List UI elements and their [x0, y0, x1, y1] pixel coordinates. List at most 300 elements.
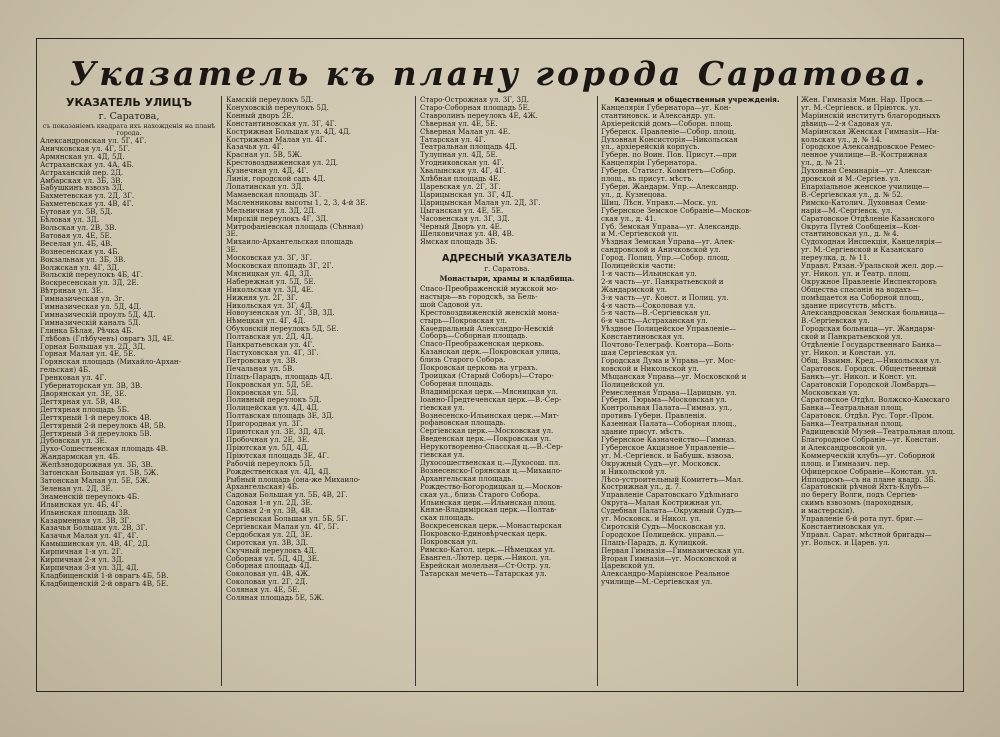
index-entry: Благородное Собраніе—уг. Констан.: [801, 435, 939, 444]
index-entry: Маріинскій институтъ благородныхъ: [801, 111, 941, 120]
index-entry: Окружный Судъ—уг. Московск.: [601, 459, 721, 468]
index-entry: Дегтярный 1-й переулокъ 4В.: [40, 413, 152, 422]
index-entry: Масленниковы высоты 1, 2, 3, 4-й 3Е.: [226, 198, 368, 207]
index-entry: Сиротскій Судъ—Московская ул.: [601, 522, 726, 531]
index-entry: Вознесенская ул. 4Б.: [40, 247, 120, 256]
index-entry: Камышинская ул. 4В, 4Г, 2Д.: [40, 540, 150, 549]
index-entry: Бахметевская ул. 4В, 4Г.: [40, 200, 134, 209]
index-entry: Гимназическая ул. 5Д, 4Д.: [40, 303, 142, 311]
streets-index-column-2: [226, 96, 410, 686]
index-entry: Сѣверная Малая ул. 4Е.: [420, 127, 511, 136]
index-entry: Ставролинъ переулокъ 4Е, 4Ж.: [420, 111, 538, 120]
index-entry: Черный Дворъ ул. 4Е.: [420, 222, 503, 231]
index-entry: Спасо-Преображенскій мужской мо-: [420, 285, 559, 293]
index-entry: Старо-Острожная ул. 3Г, 3Д.: [420, 96, 529, 104]
institutions-column: [601, 96, 793, 686]
index-entry: Полицейскія части:: [601, 262, 676, 270]
index-entry: Округа—Малая Кострижная ул.: [601, 499, 723, 508]
index-entry: Московская ул.: [801, 388, 860, 397]
index-entry: Окружное Правленіе Инспекторовъ: [801, 277, 937, 286]
index-entry: и Александровской ул.: [801, 443, 888, 452]
index-entry: Ямская площадь 3Б.: [420, 238, 498, 247]
index-entry: Волжская ул. 4Г, 3Д.: [40, 263, 120, 272]
index-entry: Духовная Семинарія—уг. Алексан-: [801, 167, 933, 176]
index-entry: Судоходная Инспекція, Канцелярія—: [801, 238, 943, 247]
index-entry: Шелковичная ул. 4В, 4В.: [420, 230, 515, 239]
index-entry: Жандармская ул. 4Б.: [40, 453, 121, 462]
streets-subheading: г. Саратова,: [98, 111, 160, 122]
index-entry: Каѳедральный Александро-Невскій: [420, 324, 554, 333]
index-entry: Контрольная Палата—Гимназ. ул.,: [601, 404, 733, 413]
index-entry: Пріютская площадь 3Е, 4Г.: [226, 451, 329, 460]
institutions-list: [801, 96, 961, 547]
index-entry: Дегтярная ул. 5В, 4В.: [40, 397, 122, 406]
index-entry: Отдѣленіе Государственнаго Банка—: [801, 341, 942, 349]
index-entry: Садовая Большая ул. 5Б, 4В, 2Г.: [226, 491, 348, 500]
index-entry: Цыганская ул. 4Е, 5Е.: [420, 206, 504, 215]
index-entry: Нѣмецкая ул. 4Г, 4Д.: [226, 317, 306, 326]
index-entry: Офицерское Собраніе—Констан. ул.: [801, 467, 938, 476]
index-entry: Губерн. Жандарм. Упр.—Александр.: [601, 182, 739, 191]
index-entry: Губернское Казначейство—Гимназ.: [601, 435, 737, 444]
index-entry: Печальная ул. 5В.: [226, 364, 295, 373]
index-entry: Жен. Гимназія Мин. Нар. Просв.—: [801, 96, 933, 104]
index-entry: и М.-Сергіевской ул.: [601, 230, 679, 239]
index-entry: училище—М.-Сергіевская ул.: [601, 578, 713, 587]
index-entry: Московская ул. 3Г, 3Г.: [226, 254, 312, 263]
index-entry: уг. М.-Сергіевск. и Бабушк. взвоза.: [601, 451, 734, 460]
index-entry: Управл. Рязан.-Уральской жел. дор.—: [801, 262, 944, 270]
index-entry: Казанская церк.—Покровская улица,: [420, 348, 561, 357]
index-entry: Поливный переулокъ 5Д.: [226, 396, 322, 405]
index-entry: Банка—Театральная площ.: [801, 420, 904, 429]
index-entry: Уѣздное Полицейское Управленіе—: [601, 325, 737, 334]
index-entry: настырь—въ городскѣ, за Бель-: [420, 292, 538, 301]
index-entry: площ., въ присут. мѣстъ.: [601, 175, 694, 183]
streets-list: [40, 137, 218, 588]
index-entry: Мамаевская площадь 3Г.: [226, 190, 322, 199]
index-entry: ская ул., д. 41.: [601, 214, 656, 223]
index-entry: ская ул., близь Старого Собора.: [420, 490, 541, 499]
index-entry: Саратовск. Отдѣл. Рус. Торг.-Пром.: [801, 412, 935, 421]
index-entry: Плацъ-Парадъ, площадь 4Д.: [226, 372, 333, 381]
index-entry: Еврейская молельня—Ст-Остр. ул.: [420, 561, 551, 570]
index-entry: 3Е.: [226, 246, 238, 255]
index-entry: Городское Александровское Ремес-: [801, 143, 936, 152]
index-entry: Саратовскій Городской Ломбардъ—: [801, 380, 936, 389]
index-entry: Астраханскій пер. 2Д.: [40, 168, 124, 177]
index-entry: Саратовск. Городск. Общественный: [801, 364, 937, 373]
index-entry: гіевская ул.: [420, 403, 465, 412]
index-entry: стантиновская ул., д. № 4.: [801, 230, 899, 239]
index-entry: Константиновская ул.: [601, 333, 685, 342]
streets-note: съ показаніемъ квадрата ихъ нахожденія на планѣ города.: [42, 122, 216, 137]
index-entry: Соборная ул. 5Д, 4Д, 3Е.: [226, 554, 320, 563]
index-entry: ская площадь.: [420, 514, 475, 523]
index-entry: Кострижная ул., д. 7.: [601, 483, 682, 492]
index-entry: Камскій переулокъ 5Д.: [226, 96, 314, 104]
index-entry: Банка—Театральная площ.: [801, 404, 904, 413]
index-entry: Спасо-Преображенская церковь.: [420, 340, 545, 349]
index-entry: Плацъ-Парадъ, д. Кулицкой.: [601, 538, 708, 547]
index-entry: Рыбный площадь (она-же Михаило-: [226, 475, 361, 484]
address-heading: АДРЕСНЫЙ УКАЗАТЕЛЬ: [442, 253, 572, 265]
index-entry: Старо-Соборная площадь 5Е.: [420, 103, 531, 112]
index-entry: Ватовая ул. 4Е, 5Е.: [40, 231, 112, 240]
index-entry: уг. Вольск. и Царев. ул.: [801, 538, 890, 547]
institutions-heading: Казенныя и общественныя учрежденія.: [614, 96, 780, 104]
index-entry: ской и Панкратьевской ул.: [801, 333, 903, 342]
index-entry: Театральная площадь 4Д.: [420, 143, 518, 152]
index-entry: Ильинская ул. 4Б, 4Г.: [40, 500, 123, 509]
index-entry: Казачья Большая ул. 2В, 3Г.: [40, 524, 148, 533]
institutions-list: [601, 104, 793, 586]
churches-list: [420, 285, 594, 578]
index-entry: по берегу Волги, подъ Сергіев-: [801, 491, 918, 500]
index-entry: ковской и Никольской ул.: [601, 364, 699, 373]
index-entry: Вознесенско-Горянская ц.—Михаило-: [420, 466, 563, 475]
index-entry: Сѣверная ул. 4Е, 5Е.: [420, 119, 498, 128]
index-entry: Архангельская) 4Б.: [226, 483, 300, 492]
index-entry: Вѣтряная ул. 3Е.: [40, 287, 104, 296]
index-entry: Город. Полиц. Упр.—Собор. площ.: [601, 254, 730, 263]
index-entry: Сиротская ул. 3В, 3Д.: [226, 538, 309, 547]
index-entry: Кострижная Малая ул. 4Г.: [226, 135, 327, 144]
index-entry: Казачья Малая ул. 4Г, 4Г.: [40, 532, 139, 541]
index-entry: Бѣловая ул. 3Д.: [40, 216, 99, 224]
index-entry: 3Е.: [226, 230, 238, 239]
index-entry: Дубовская ул. 3Е.: [40, 437, 107, 446]
index-entry: Канцеляріи Губернатора.: [601, 159, 698, 168]
index-entry: уг. Никол. и Констан. ул.: [801, 349, 896, 357]
index-entry: Ипподромъ—съ на плане квадр. 3Б.: [801, 475, 936, 484]
index-entry: Казачья ул. 4Г.: [226, 143, 284, 152]
index-entry: Управленіе Саратовскаго Удѣльнаго: [601, 491, 739, 500]
index-entry: Римско-Католич. Духовная Семи-: [801, 198, 928, 207]
index-entry: ул., архіерейскій корпусъ.: [601, 143, 700, 152]
index-entry: Гренковая ул. 4Г.: [40, 374, 107, 383]
index-entry: Кузнечная ул. 4Д, 4Г.: [226, 167, 309, 176]
index-entry: Крестовоздвиженская ул. 2Д.: [226, 159, 339, 168]
index-entry: Затонская Большая ул. 5В, 5Ж.: [40, 469, 159, 477]
index-entry: Рождество-Богородицкая ц.—Москов-: [420, 482, 563, 491]
column-divider: [797, 96, 798, 686]
index-entry: Вокзальная ул. 3Б, 3В.: [40, 255, 126, 264]
index-entry: Лѣсо-устроительный Комитетъ—Мал.: [601, 475, 744, 484]
index-entry: нарія—М.-Сергіевск. ул.: [801, 206, 893, 215]
streets-list: [420, 96, 594, 246]
index-entry: Управл. Сарат. мѣстной бригады—: [801, 530, 932, 539]
index-entry: Глѣбовъ (Глѣбучевъ) оврагъ 3Д, 4Е.: [40, 334, 175, 343]
index-entry: Садовая 1-я ул. 2Д, 3Е.: [226, 499, 313, 508]
index-entry: дровской и М.-Сергіев. ул.: [801, 175, 901, 183]
index-entry: Губернское Земское Собраніе—Москов-: [601, 206, 752, 215]
index-entry: противъ Губерн. Правленія.: [601, 412, 707, 421]
index-entry: гіевская ул.: [420, 451, 465, 459]
index-entry: здание присутств. мѣстъ.: [801, 301, 897, 310]
index-entry: стырь—Покровская ул.: [420, 316, 508, 325]
index-entry: Михаило-Архангельская площадь: [226, 238, 354, 247]
index-entry: Округа Путей Сообщенія—Кон-: [801, 222, 921, 231]
index-entry: Губерн. Тюрьма—Московская ул.: [601, 396, 727, 405]
streets-index-column-1: [40, 96, 218, 686]
index-entry: Московская площадь 3Г, 2Г.: [226, 262, 334, 270]
index-entry: Обуховскій переулокъ 5Д, 5Е.: [226, 325, 339, 334]
index-entry: Архіерейскій домъ—Соборн. площ.: [601, 119, 733, 128]
index-entry: Соколовая ул. 4В, 4Ж.: [226, 570, 311, 579]
index-entry: Воскресенская церк.—Монастырская: [420, 522, 562, 531]
index-entry: Епархіальное женское училище—: [801, 182, 930, 191]
index-entry: Знаменскій переулокъ 4Б.: [40, 492, 140, 501]
index-entry: Дегтярный 3-й переулокъ 5В.: [40, 429, 152, 438]
index-entry: ленное училище—В.-Кострижная: [801, 151, 928, 160]
index-entry: шой Садовой ул.: [420, 300, 483, 309]
index-entry: Скучный переулокъ 4Д.: [226, 546, 317, 555]
index-entry: Никольская ул. 3Д, 4Е.: [226, 285, 314, 294]
index-entry: Коммерческій клубъ—уг. Соборной: [801, 451, 935, 460]
index-entry: Гимназическая ул. 3г.: [40, 295, 125, 304]
index-entry: Соборная площадь.: [420, 379, 494, 388]
index-entry: Гимназическій каналъ 5Д.: [40, 318, 141, 327]
index-entry: Кирпичная 2-я ул. 3Д.: [40, 556, 124, 564]
index-entry: Жандармской ул.: [601, 285, 668, 294]
index-entry: Рабочій переулокъ 5Д.: [226, 459, 312, 468]
index-entry: Полицейская ул. 4Д, 4Д.: [226, 404, 320, 413]
index-entry: Мирскій переулокъ 4Г, 3Д.: [226, 214, 329, 223]
index-entry: Кирпичная 3-я ул. 3Д, 4Д.: [40, 563, 139, 572]
index-entry: 4-я часть—Соколовая ул.: [601, 301, 696, 310]
index-entry: сандровской и Аничковской ул.: [601, 246, 721, 255]
index-entry: Городская больница—уг. Жандарм-: [801, 325, 936, 334]
index-entry: Вольскій переулокъ 4Б, 4Г.: [40, 271, 144, 280]
index-entry: Татарская мечеть—Татарская ул.: [420, 569, 547, 578]
index-entry: Кладбищенскій 2-й оврагъ 4В, 5Е.: [40, 579, 169, 588]
index-entry: Мясницкая ул. 4Д, 3Д.: [226, 269, 312, 278]
index-entry: Первая Гимназія—Гимназическая ул.: [601, 546, 745, 555]
index-entry: 3-я часть—уг. Конст. и Полиц. ул.: [601, 293, 729, 302]
index-entry: Дегтярная площадь 5Б.: [40, 405, 130, 414]
index-entry: Хвалынская ул. 4Г, 4Г.: [420, 167, 506, 176]
index-entry: Соборная площадь 4Д.: [226, 562, 312, 571]
index-entry: Полтавская площадь 3Е, 3Д.: [226, 412, 335, 421]
address-subheading: г. Саратова.: [484, 265, 530, 274]
index-entry: Евангел.-Лютер. церк.—Никол. ул.: [420, 553, 552, 562]
index-entry: Соляная площадь 5Е, 5Ж.: [226, 594, 325, 602]
index-entry: Аничковская ул. 4Г, 5Г.: [40, 144, 130, 153]
index-entry: Казарменная ул. 3В, 3Г.: [40, 516, 132, 525]
index-entry: Сергіевская церк.—Московская ул.: [420, 427, 554, 436]
index-entry: кольская ул., д. № 14.: [801, 135, 883, 144]
index-entry: Іоанно-Предтеченская церк.—В.-Сер-: [420, 395, 562, 404]
index-entry: Новоузенская ул. 3Г, 3В, 3Д.: [226, 309, 335, 318]
index-entry: Духо-Сошественская площадь 4В.: [40, 445, 169, 454]
column-divider: [597, 96, 598, 686]
page-title: Указатель къ плану города Саратова.: [69, 54, 929, 93]
index-entry: Бабушкинъ взвозъ 3Д.: [40, 184, 125, 193]
index-entry: Мѣщанская Управа—уг. Московской и: [601, 372, 747, 381]
index-entry: Уѣздная Земская Управа—уг. Алек-: [601, 238, 736, 247]
index-entry: Архангельская площадь.: [420, 474, 514, 483]
index-entry: шая Сергіевская ул.: [601, 349, 678, 357]
index-entry: Шиц. Лѣсн. Управл.—Моск. ул.: [601, 198, 719, 207]
index-entry: Судебная Палата—Окружный Судъ—: [601, 507, 742, 516]
index-entry: Амбарская ул. 3Б, 3В.: [40, 176, 123, 185]
index-entry: Общества спасанія на водахъ—: [801, 285, 919, 294]
index-entry: Управленіе 6-й рота пут. бриг.—: [801, 515, 923, 523]
index-entry: Покровская ул. 5Д.: [226, 388, 299, 397]
index-entry: близь Старого Собора.: [420, 356, 506, 365]
index-entry: Полицейской ул.: [601, 380, 665, 389]
index-entry: Губ. Земская Управа—уг. Александр.: [601, 222, 742, 231]
index-entry: Рождественская ул. 4Д, 4Д.: [226, 467, 331, 476]
index-entry: В.-Сергіевская ул.: [801, 317, 870, 326]
index-entry: Бутовая ул. 5В, 5Д.: [40, 208, 113, 217]
index-entry: гельская) 4Б.: [40, 366, 91, 375]
index-entry: Петровская ул. 3В.: [226, 356, 298, 365]
index-entry: Пригородная ул. 3Г.: [226, 420, 303, 429]
index-entry: Пастуховская ул. 4Г, 3Г.: [226, 349, 319, 357]
index-entry: дѣвицъ—2-я Садовая ул.: [801, 119, 893, 128]
index-entry: Желѣзнодорожная ул. 3Б, 3В.: [40, 461, 153, 470]
index-entry: В.-Сергіевская ул., д. № 52.: [801, 190, 904, 199]
index-entry: Губернск. Правленіе—Собор. площ.: [601, 127, 737, 136]
index-entry: Саратовское Отдѣл. Волжско-Камскаго: [801, 396, 950, 405]
index-entry: ул., д. № 21.: [801, 159, 846, 168]
index-entry: Митрофаніевская площадь (Сѣнная): [226, 222, 364, 231]
index-entry: Соколовая ул. 2Г, 2Д.: [226, 578, 308, 587]
index-entry: Бахметевская ул. 2Д, 3Г.: [40, 192, 135, 201]
index-entry: Конный дворъ 2Е.: [226, 111, 294, 120]
index-entry: Приютская ул. 3Е, 3Д, 4Д.: [226, 428, 326, 436]
index-entry: Никольская ул. 3Г, 4Д.: [226, 301, 313, 310]
index-entry: Сергіевская Малая ул. 4Г, 5Г.: [226, 522, 340, 531]
index-entry: 2-я часть—уг. Панкратьевской и: [601, 277, 724, 286]
index-entry: Глинка Бѣлая, Рѣчка 4Б.: [40, 326, 134, 335]
index-entry: Городское Полицейск. управл.—: [601, 530, 724, 539]
index-entry: Кладбищенскій 1-й оврагъ 4Б, 5В.: [40, 571, 169, 580]
index-entry: Татарская ул. 4Г.: [420, 135, 486, 144]
index-entry: Константиновская ул.: [801, 522, 885, 531]
index-entry: Введенская церк.—Покровская ул.: [420, 435, 552, 444]
index-entry: Соборъ—Соборная площадь.: [420, 332, 528, 341]
index-entry: Владимірская церк.—Мясницкая ул.: [420, 387, 558, 396]
index-entry: 6-я часть—Астраханская ул.: [601, 317, 708, 326]
index-entry: 5-я часть—В.-Сергіевская ул.: [601, 309, 711, 318]
index-entry: Соляная ул. 4Е, 5Е.: [226, 586, 300, 595]
index-entry: скимъ взвозомъ (пароходныя,: [801, 499, 914, 508]
index-entry: Веселая ул. 4Б, 4В.: [40, 239, 113, 248]
index-entry: Троицкая (Старый Соборъ)—Старо-: [420, 372, 554, 380]
index-entry: Казенная Палата—Соборная площ.,: [601, 420, 737, 429]
index-entry: Горянская площадь (Михайло-Архан-: [40, 358, 182, 367]
index-entry: Римско-Катол. церк.—Нѣмецкая ул.: [420, 545, 556, 554]
index-entry: Ильинская площадь 3В.: [40, 508, 131, 517]
index-entry: уг. М.-Сергіевск. и Пріютск. ул.: [801, 103, 921, 112]
index-entry: Александровская ул. 5Г, 4Г.: [40, 137, 147, 145]
index-entry: Банкъ—уг. Никол. и Конст. ул.: [801, 372, 918, 381]
index-entry: Князе-Владимірская церк.—Полтав-: [420, 506, 557, 515]
index-entry: здание присут. мѣстъ.: [601, 428, 685, 436]
index-entry: Садовая 2-я ул. 3В, 4В.: [226, 507, 313, 516]
index-entry: площ. и Гимназич. пер.: [801, 459, 891, 468]
index-entry: Радищевскій Музей—Театральная площ.: [801, 428, 956, 436]
index-entry: Вознесенско-Ильинская церк.—Мит-: [420, 411, 560, 420]
index-entry: Царевской ул.: [601, 562, 655, 571]
index-entry: Армянская ул. 4Д, 5Д.: [40, 152, 125, 161]
index-entry: Саратовскій рѣчной Яхтъ-Клубъ—: [801, 483, 930, 492]
index-entry: Часовенская ул. 3Г, 3Д.: [420, 214, 510, 223]
index-entry: Канцелярія Губернатора—уг. Кон-: [601, 103, 731, 112]
index-entry: Лопатинская ул. 3Д.: [226, 182, 304, 191]
streets-list: [226, 96, 410, 602]
index-entry: Духосошественская ц.—Духосош. пл.: [420, 458, 561, 467]
index-entry: Духовная Консисторія—Никольская: [601, 135, 738, 144]
index-entry: Покровская ул.: [420, 538, 478, 546]
index-entry: Горная Большая ул. 2Д, 3Д.: [40, 342, 146, 351]
index-entry: Губернское Акцизное Управленіе—: [601, 443, 735, 452]
index-entry: Дегтярный 2-й переулокъ 4В, 5В.: [40, 421, 166, 430]
index-entry: Панкратьевская ул. 4Г.: [226, 341, 315, 349]
index-entry: Набережная ул. 5Д, 5Е.: [226, 277, 316, 286]
index-entry: рофановская площадь.: [420, 419, 506, 428]
index-entry: Саратовское Отдѣленіе Казанского: [801, 214, 935, 223]
index-entry: Вольская ул. 2В, 3В.: [40, 223, 117, 232]
index-entry: Линія, городской садъ 4Д.: [226, 175, 326, 183]
index-entry: Крестовоздвиженскій женскій мона-: [420, 308, 559, 317]
index-entry: Пробочная ул. 2Е, 3Е.: [226, 435, 310, 444]
index-entry: Константиновская ул. 3Г, 4Г.: [226, 119, 337, 128]
index-entry: Покровско-Единовѣрческая церк.: [420, 530, 548, 539]
index-entry: Дворянская ул. 3Е, 3Е.: [40, 390, 127, 398]
index-entry: переулка, д. № 11.: [801, 254, 870, 263]
index-entry: Гимназическій проулъ 5Д, 4Д.: [40, 310, 156, 319]
index-entry: помѣщается на Соборной площ.,: [801, 293, 925, 302]
index-entry: Угодниковская ул. 4Г.: [420, 159, 504, 168]
index-entry: Ремесленная Управа—Царицын. ул.: [601, 388, 737, 397]
index-entry: Почтово-Телеграф. Контора—Боль-: [601, 341, 734, 349]
index-entry: Царевская ул. 2Г, 3Г.: [420, 182, 501, 191]
index-entry: Царицынская Малая ул. 2Д, 3Г.: [420, 198, 541, 207]
index-entry: Губернаторская ул. 3В, 3В.: [40, 382, 143, 390]
index-entry: Покровская церковь на уграхъ.: [420, 364, 538, 372]
index-entry: Сердобская ул. 2Д, 3Е.: [226, 530, 313, 539]
index-entry: стантиновск. и Александр. ул.: [601, 111, 716, 120]
index-entry: уг. М.-Сергіевской и Казанскаго: [801, 246, 924, 255]
index-entry: Зеленая ул. 2Д, 3Е.: [40, 484, 113, 493]
index-entry: Губерн. по Воин. Пов. Присут.—при: [601, 151, 737, 160]
index-entry: Горная Малая ул. 4Е, 5Е.: [40, 350, 136, 359]
index-entry: ул., д. Кузнецова.: [601, 190, 668, 199]
index-entry: Нижняя ул. 2Г, 3Г.: [226, 293, 298, 302]
index-entry: уг. Московск. и Никол. ул.: [601, 515, 702, 523]
index-entry: Конуховскій переулокъ 5Д.: [226, 103, 329, 112]
index-entry: Губерн. Статист. Комитетъ—Собор.: [601, 167, 736, 176]
streets-heading: УКАЗАТЕЛЬ УЛИЦЪ: [65, 96, 193, 109]
index-entry: Астраханская ул. 4А, 4Б.: [40, 160, 134, 169]
index-entry: Полтавская ул. 2Д, 4Д.: [226, 333, 313, 342]
index-entry: Нерукотворенно-Спасская ц.—В.-Сер-: [420, 443, 563, 452]
column-divider: [221, 96, 222, 686]
index-entry: Общ. Взаимн. Кред.—Никольская ул.: [801, 356, 942, 365]
index-entry: Ильинская церк.—Ильинская площ.: [420, 498, 557, 507]
index-entry: Кострижная Большая ул. 4Д, 4Д.: [226, 127, 352, 136]
streets-and-address-column: [420, 96, 594, 686]
index-entry: и Никольской ул.: [601, 467, 667, 476]
index-entry: Хлѣбная площадь 4Е.: [420, 175, 501, 183]
index-entry: Воскресенская ул. 3Д, 2Е.: [40, 279, 139, 288]
index-entry: Пріютская ул. 5Д, 4Д.: [226, 443, 309, 452]
index-entry: и мастерскія).: [801, 507, 855, 516]
